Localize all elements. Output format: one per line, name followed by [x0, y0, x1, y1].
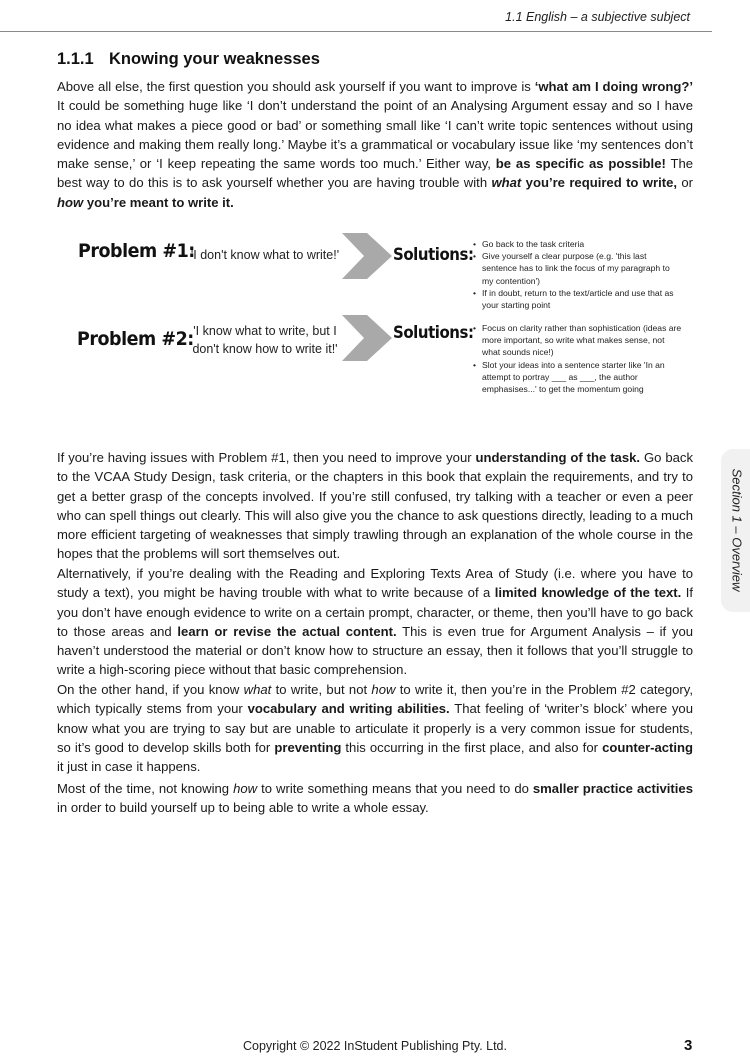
problem-2-label: Problem #2:: [77, 328, 194, 350]
section-number: 1.1.1: [57, 50, 94, 68]
chevron-arrow-2-icon: [342, 315, 392, 361]
p1-bold-3: you’re required to write,: [521, 175, 677, 191]
p4-text-2: to write, but not: [271, 682, 372, 697]
paragraph-alternatively: [57, 564, 693, 680]
p3-text-3: This is even true for Argument Analysis – if you haven’t understood the material or don’t know how to structure an essay, then it follows that you’ll struggle to write a high-scoring piece without that basic comprehension.: [57, 623, 694, 678]
paragraph-practice: [57, 779, 693, 818]
p1-text-2: It could be something huge like ‘I don’t understand the point of an Analysing Argument essay and so I have no idea what makes a piece good or bad’ or something small like ‘I can’t write topic sentences without using evidence and making them really long.’ Maybe it’s a grammatical or vocabulary issue like ‘my sentences don’t make sense,’ or ‘I keep repeating the same words too much.’ Either way,: [57, 98, 693, 172]
paragraph-intro: [57, 77, 693, 212]
p2-bold-1: understanding of the task.: [475, 450, 641, 465]
p2-text-1: If you’re having issues with Problem #1, then you need to improve your: [57, 450, 476, 465]
chevron-arrow-1-icon: [342, 233, 392, 279]
p3-text-2: If you don’t have enough evidence to write on a certain prompt, character, or theme, then you’ll have to go back to those areas and: [57, 585, 693, 639]
problem-1-quote: 'I don't know what to write!': [190, 248, 340, 262]
p4-text-6: it just in case it happens.: [57, 759, 201, 775]
solution-2-item: • Focus on clarity rather than sophistication (ideas are more important, so write what makes sense, not what sounds nice!): [473, 322, 683, 359]
paragraph-problem-1: [57, 448, 693, 564]
p4-italic-how: how: [371, 682, 396, 697]
p3-text-1: Alternatively, if you’re dealing with the Reading and Exploring Texts Area of Study (i.e. where you have to study a text), you might be having trouble with what to write because of a: [57, 566, 693, 601]
paragraph-problem-2: [57, 680, 693, 776]
p3-bold-1: limited knowledge of the text.: [494, 585, 682, 601]
p1-text-1: Above all else, the first question you should ask yourself if you want to improve is: [57, 79, 535, 94]
p4-text-3: to write it, then you’re in the Problem #2 category, which typically stems from your: [57, 682, 693, 717]
p4-bold-3: counter-acting: [602, 739, 693, 755]
p4-italic-what: what: [243, 682, 272, 697]
section-title: Knowing your weaknesses: [109, 50, 320, 68]
p4-text-4: That feeling of ‘writer’s block’ where you know what you are trying to say but are unable to articulate it properly is a very common issue for students, so it’s good to develop skills both for: [57, 701, 694, 755]
problem-1-label: Problem #1:: [78, 240, 195, 262]
solutions-1-label: Solutions:: [393, 245, 474, 265]
p4-text-1: On the other hand, if you know: [57, 682, 244, 697]
p5-text-3: in order to build yourself up to being able to write a whole essay.: [57, 800, 429, 816]
p2-text-2: Go back to the VCAA Study Design, task criteria, or the chapters in this book that explain the requirements, and try to get a better grasp of the concepts involved. If you’re still confused, try talking with a teacher or even a peer who can spell things out clearly. This will also give you the chance to ask questions directly, leading to a much more efficient targeting of weaknesses that simply trawling through an explanation of the whole course in the hopes that the problems will sort themselves out.: [57, 450, 694, 562]
p1-bold-italic-what: what: [491, 175, 522, 191]
p5-bold-1: smaller practice activities: [532, 781, 693, 796]
p1-bold-italic-how: how: [57, 194, 84, 210]
p4-text-5: this occurring in the first place, and also for: [341, 739, 603, 755]
solution-1-item: • If in doubt, return to the text/article and use that as your starting point: [473, 287, 683, 311]
solution-1-item: • Go back to the task criteria: [473, 238, 683, 250]
p1-text-3: The best way to do this is to ask yourself whether you are having trouble with: [57, 156, 694, 191]
p5-italic-how: how: [233, 781, 258, 796]
solutions-2-label: Solutions:: [393, 323, 474, 343]
p3-bold-2: learn or revise the actual content.: [177, 623, 397, 639]
solution-2-item: • Slot your ideas into a sentence starter like 'In an attempt to portray ___ as ___, the author emphasises...' to get the momentum going: [473, 359, 683, 396]
p1-text-4: or: [677, 175, 694, 191]
page-number: 3: [684, 1037, 693, 1054]
solution-1-item: • Give yourself a clear purpose (e.g. 'this last sentence has to link the focus of my paragraph to my contention'): [473, 250, 683, 287]
p4-bold-1: vocabulary and writing abilities.: [247, 701, 450, 717]
p5-text-2: to write something means that you need to do: [257, 781, 533, 796]
p4-bold-2: preventing: [274, 739, 342, 755]
p1-bold-2: be as specific as possible!: [495, 156, 666, 172]
p5-text-1: Most of the time, not knowing: [57, 781, 234, 796]
copyright-footer: Copyright © 2022 InStudent Publishing Pty. Ltd.: [242, 1039, 507, 1053]
running-head: 1.1 English – a subjective subject: [505, 10, 690, 24]
p1-bold-1: ‘what am I doing wrong?’: [534, 79, 693, 94]
p1-bold-4: you’re meant to write it.: [83, 194, 234, 210]
section-heading: [57, 50, 320, 69]
solutions-2-list: [473, 322, 683, 395]
problem-2-quote: 'I know what to write, but I don't know how to write it!': [192, 324, 338, 356]
section-side-tab-label: Section 1 – Overview: [729, 468, 745, 592]
solutions-1-list: [473, 238, 683, 311]
